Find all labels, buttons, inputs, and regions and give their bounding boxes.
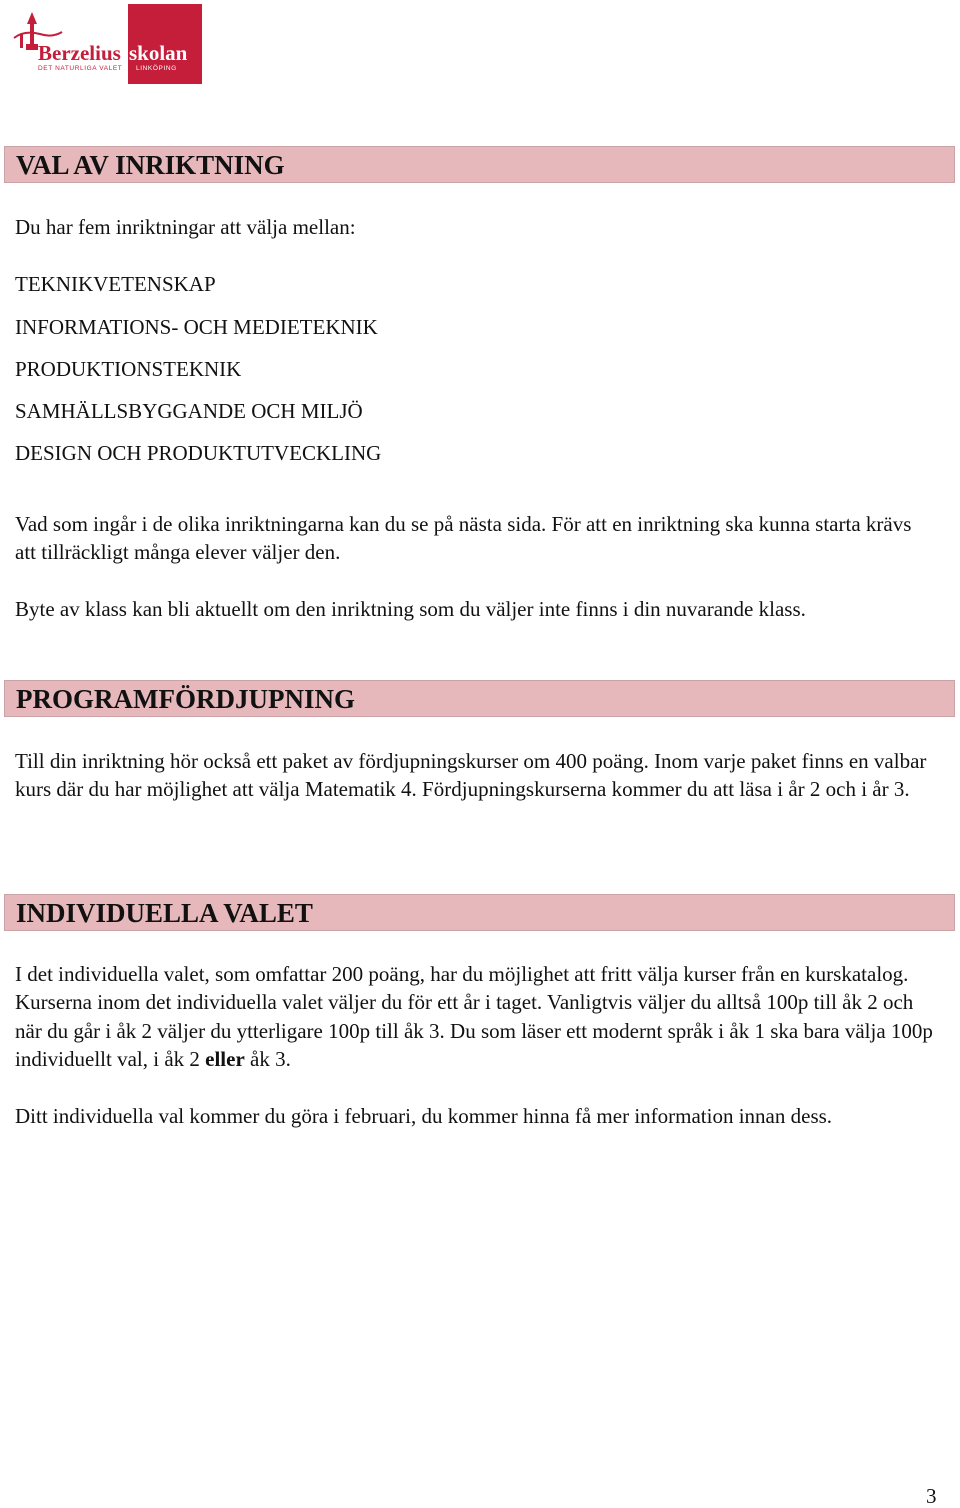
section-header-programfordjupning [4,680,955,717]
list-item: SAMHÄLLSBYGGANDE OCH MILJÖ [15,399,363,423]
list-item: INFORMATIONS- OCH MEDIETEKNIK [15,315,378,339]
logo-box-text: skolan [129,41,188,65]
paragraph: Byte av klass kan bli aktuellt om den inriktning som du väljer inte finns i din nuvarande klass. [15,597,806,621]
list-item: PRODUKTIONSTEKNIK [15,357,242,381]
paragraph: Till din inriktning hör också ett paket av fördjupningskurser om 400 poäng. Inom varje paket finns en valbar kurs där du har möjlighet att välja Matematik 4. Fördjupningskurserna kommer du att läsa i år 2 och i år 3. [15,749,927,802]
paragraph: Ditt individuella val kommer du göra i februari, du kommer hinna få mer information innan dess. [15,1104,833,1128]
logo-tagline-right: LINKÖPING [136,65,177,72]
paragraph [15,960,940,1073]
section-header-val-av-inriktning [4,146,955,183]
page-number: 3 [926,1484,937,1508]
tower-icon [20,12,38,50]
section-title: PROGRAMFÖRDJUPNING [16,684,355,714]
section-title: VAL AV INRIKTNING [16,150,285,180]
list-item: DESIGN OCH PRODUKTUTVECKLING [15,441,382,465]
paragraph-text: I det individuella valet, som omfattar 200 poäng, har du möjlighet att fritt välja kurser från en kurskatalog. Kurserna inom det individuella valet väljer du för ett år i taget. Vanligtvis väljer du alltså 100p till åk 2 och när du går i åk 2 väljer du ytterligare 100p till åk 3. Du som läser ett modernt språk i åk 1 ska bara välja 100p individuellt val, i åk 2 [15,962,933,1071]
intro-text: Du har fem inriktningar att välja mellan: [15,215,356,239]
school-logo [12,4,202,84]
section-title: INDIVIDUELLA VALET [16,898,313,928]
paragraph: Vad som ingår i de olika inriktningarna kan du se på nästa sida. För att en inriktning ska kunna starta krävs att tillräckligt många elever väljer den. [15,512,912,565]
emphasis-text: eller [205,1046,245,1071]
berzeliusskolan-logo-graphic [12,4,202,84]
section-header-individuella-valet [4,894,955,931]
logo-tagline-left: DET NATURLIGA VALET [38,65,123,72]
list-item: TEKNIKVETENSKAP [15,272,216,296]
paragraph-text: åk 3. [244,1046,291,1071]
logo-main-text: Berzelius [38,41,121,65]
